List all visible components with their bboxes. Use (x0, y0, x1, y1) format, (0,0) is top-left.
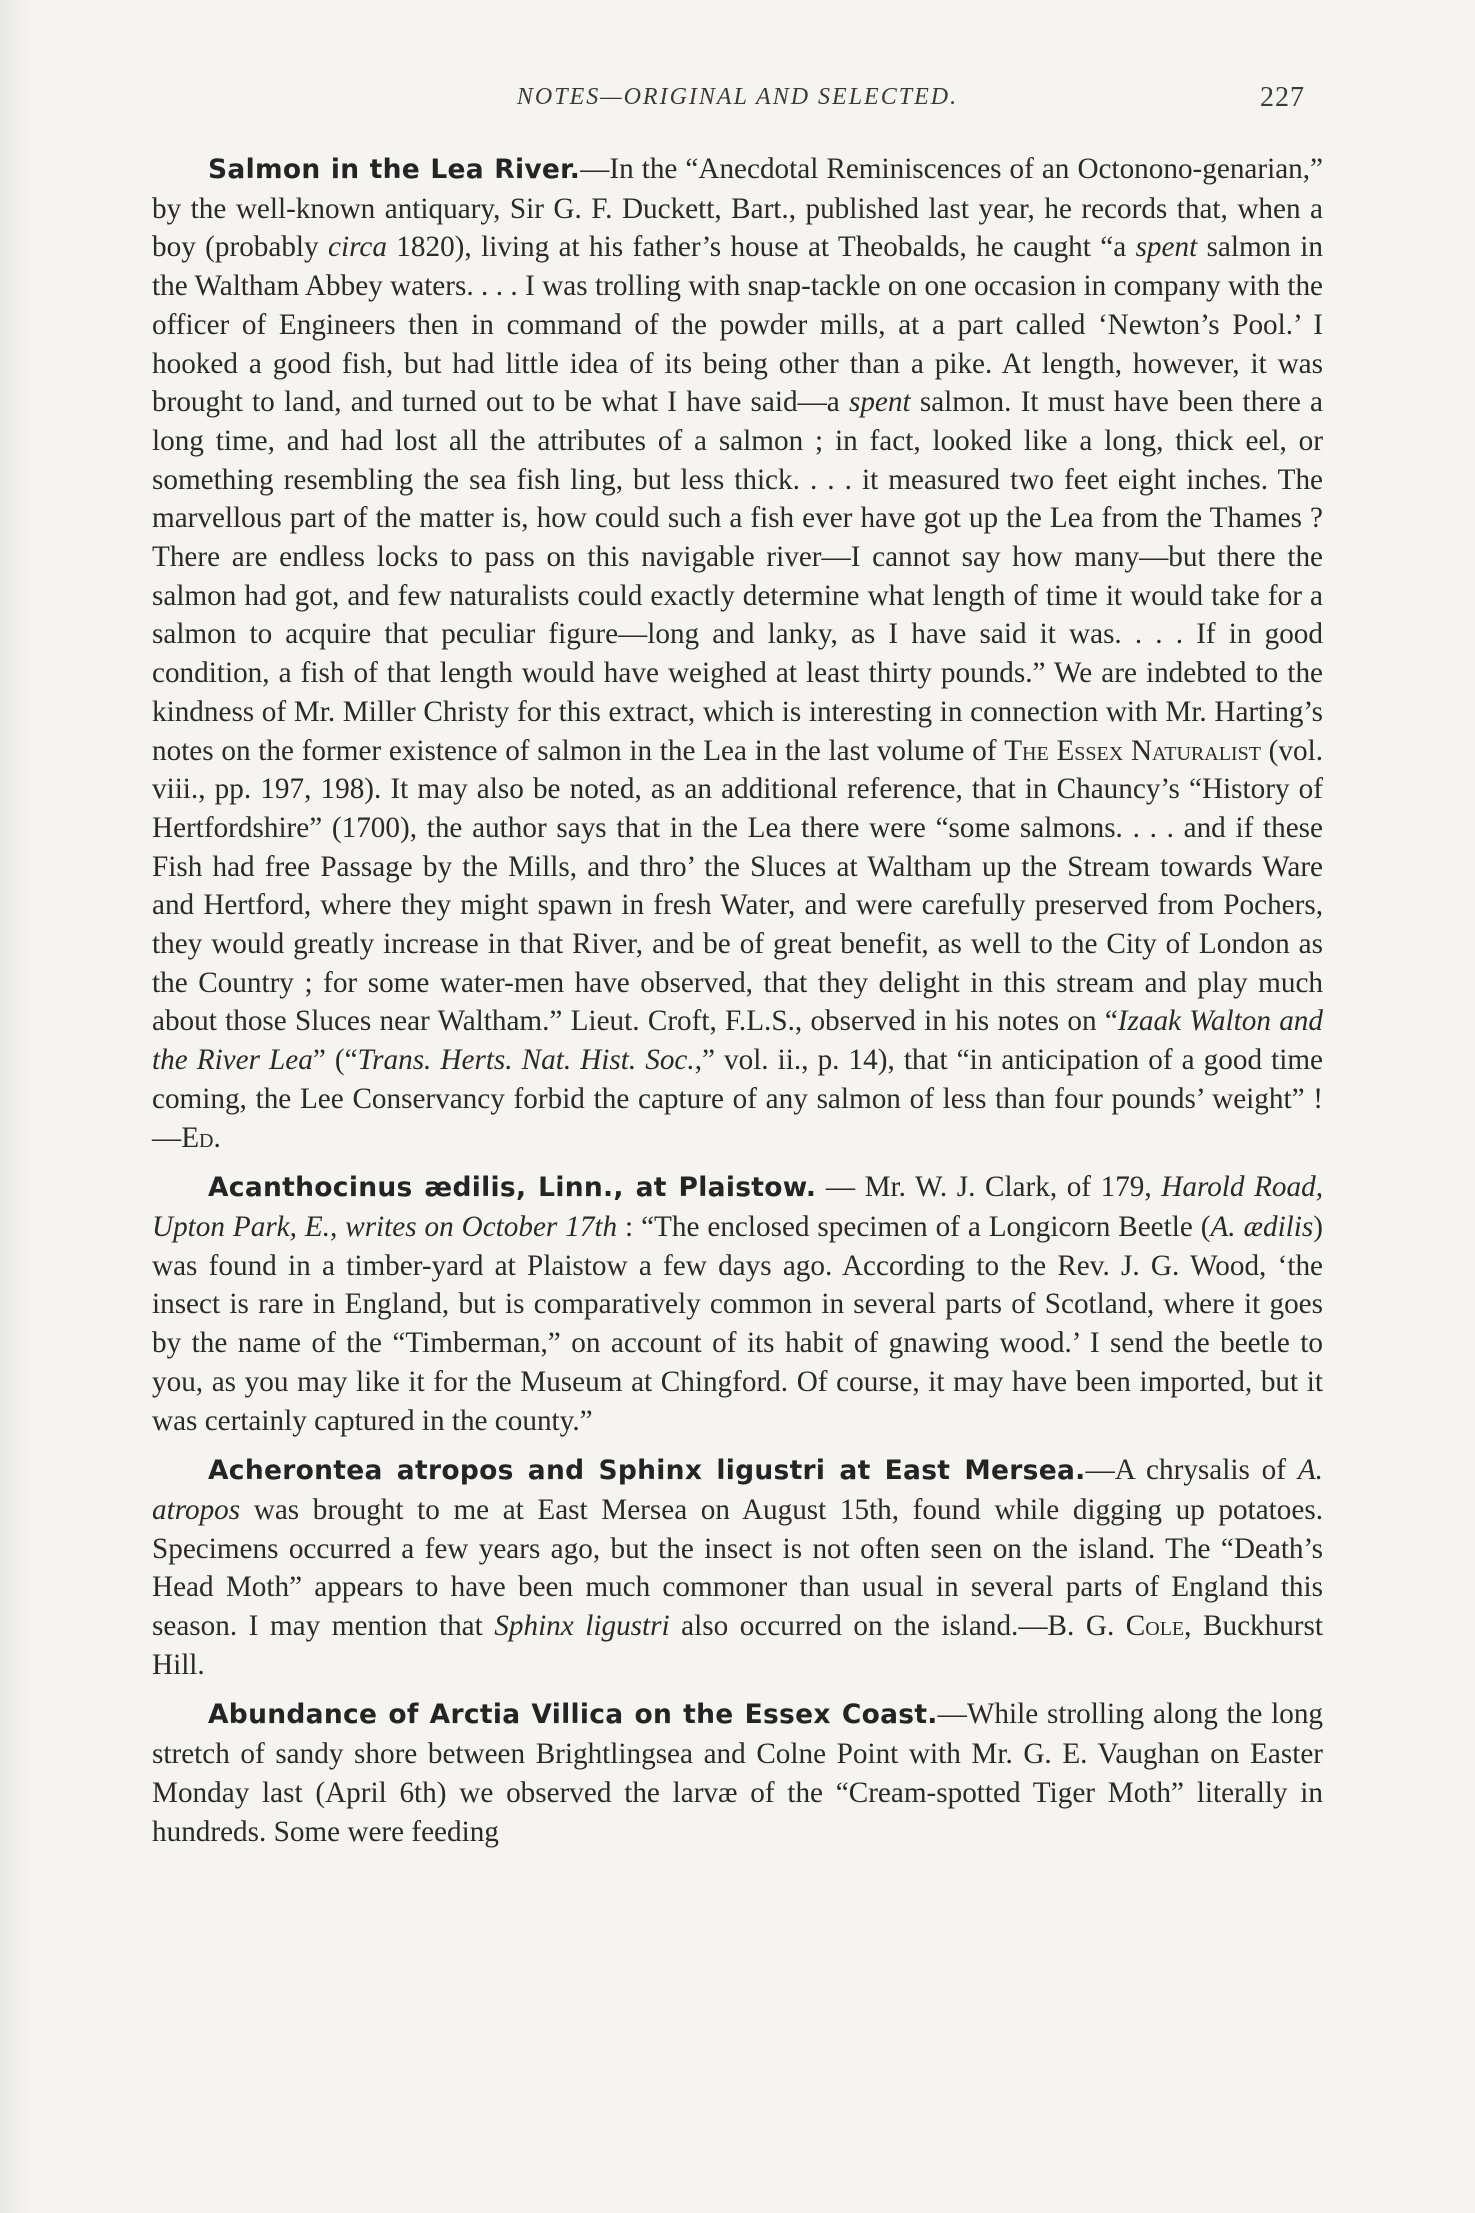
body-text: also occurred on the island.—B. G. (669, 1610, 1126, 1643)
italic-text: Sphinx ligustri (494, 1610, 670, 1643)
italic-text: A. atropos (152, 1454, 1323, 1526)
body-text: (vol. viii., pp. 197, 198). It may also be noted, as an additional reference, that in Chauncy’s “History of Hertfordshire” (1700), the author says that in the Lea there were “some salmons. . . . and if these Fish had free Passage by the Mills, and thro’ the Sluces at Waltham up the Stream towards Ware and Hertford, where they might spawn in fresh Water, and were carefully preserved from Pochers, they would greatly increase in that River, and be of great benefit, as well to the City of London as the Country ; for some water-men have observed, that they delight in this stream and play much about those Sluces near Waltham.” Lieut. Croft, F.L.S., observed in his notes on “ (152, 734, 1323, 1038)
page-number: 227 (1260, 82, 1305, 113)
body-text: salmon in the Waltham Abbey waters. . . . I was trolling with snap-tackle on one occasion in company with the officer of Engineers then in command of the powder mills, at a part called ‘Newton’s Pool.’ I hooked a good fish, but had little idea of its being other than a pike. At length, however, it was brought to land, and turned out to be what I have said—a (152, 231, 1323, 419)
italic-text: spent (1135, 231, 1198, 264)
body-text: 1820), living at his father’s house at Theobalds, he caught “a (386, 231, 1136, 264)
body-text: —While strolling along the long stretch of sandy shore between Brightlingsea and Colne Point with Mr. G. E. Vaughan on Easter Monday last (April 6th) we observed the larvæ of the “Cream-spotted Tiger Moth” literally in hundreds. Some were feeding (152, 1698, 1324, 1848)
body-text: ) was found in a timber-yard at Plaistow a few days ago. According to the Rev. J. G. Wood, ‘the insect is rare in England, but is comparatively common in several parts of Scotland, where it goes by the name of the “Timberman,” on account of its habit of gnawing wood.’ I send the beetle to you, as you may like it for the Museum at Chingford. Of course, it may have been imported, but it was certainly captured in the county.” (152, 1210, 1323, 1437)
italic-text: Trans. Herts. Nat. Hist. Soc. (357, 1044, 695, 1077)
small-caps-text: Cole (1125, 1610, 1185, 1643)
notes-body (152, 150, 1323, 1851)
note-heading: Acanthocinus ædilis, Linn., at Plaistow. (208, 1172, 817, 1204)
italic-text: spent (848, 386, 911, 419)
note-heading: Salmon in the Lea River. (208, 154, 581, 185)
italic-text: Izaak Walton and the River Lea (152, 1005, 1323, 1077)
small-caps-text: Ed. (181, 1121, 221, 1154)
note-paragraph (152, 150, 1323, 1157)
body-text: , Buckhurst Hill. (152, 1610, 1323, 1681)
note-paragraph (152, 1451, 1323, 1684)
page-edge-shadow (0, 0, 30, 2213)
body-text: — Mr. W. J. Clark, of 179, (816, 1171, 1162, 1204)
body-text: : “The enclosed specimen of a Longicorn Beetle ( (617, 1210, 1211, 1243)
body-text: salmon. It must have been there a long time, and had lost all the attributes of a salmon ; in fact, looked like a long, thick eel, or something resembling the sea fish ling, but less thick. . . . it measured two feet eight inches. The marvellous part of the matter is, how could such a fish ever have got up the Lea from the Thames ? There are endless locks to pass on this navigable river—I cannot say how many—but there the salmon had got, and few naturalists could exactly determine what length of time it would take for a salmon to acquire that peculiar figure—long and lanky, as I have said it was. . . . If in good condition, a fish of that length would have weighed at least thirty pounds.” We are indebted to the kindness of Mr. Miller Christy for this extract, which is interesting in connection with Mr. Harting’s notes on the former existence of salmon in the Lea in the last volume of (152, 386, 1323, 767)
note-paragraph (152, 1695, 1323, 1851)
italic-text: circa (328, 231, 387, 264)
running-head (152, 84, 1323, 124)
note-heading: Acherontea atropos and Sphinx ligustri at East Mersea. (208, 1455, 1086, 1487)
body-text: was brought to me at East Mersea on August 15th, found while digging up potatoes. Specimens occurred a few years ago, but the insect is not often seen on the island. The “Death’s Head Moth” appears to have been much commoner than usual in several parts of England this season. I may mention that (152, 1493, 1323, 1643)
body-text: ,” vol. ii., p. 14), that “in anticipation of a good time coming, the Lee Conservancy forbid the capture of any salmon of less than four pounds’ weight” !— (152, 1044, 1324, 1154)
italic-text: A. ædilis (1210, 1210, 1314, 1243)
note-heading: Abundance of Arctia Villica on the Essex Coast. (208, 1699, 938, 1731)
running-title: NOTES—ORIGINAL AND SELECTED. (516, 84, 959, 110)
italic-text: Harold Road, Upton Park, E., writes on October 17th (152, 1171, 1323, 1243)
note-paragraph (152, 1168, 1323, 1440)
body-text: ” (“ (312, 1044, 358, 1077)
small-caps-text: The Essex Naturalist (1004, 734, 1261, 767)
body-text: —In the “Anecdotal Reminiscences of an Octonono-genarian,” by the well-known antiquary, Sir G. F. Duckett, Bart., published last year, he records that, when a boy (probably (152, 153, 1323, 264)
body-text: —A chrysalis of (1085, 1454, 1298, 1487)
